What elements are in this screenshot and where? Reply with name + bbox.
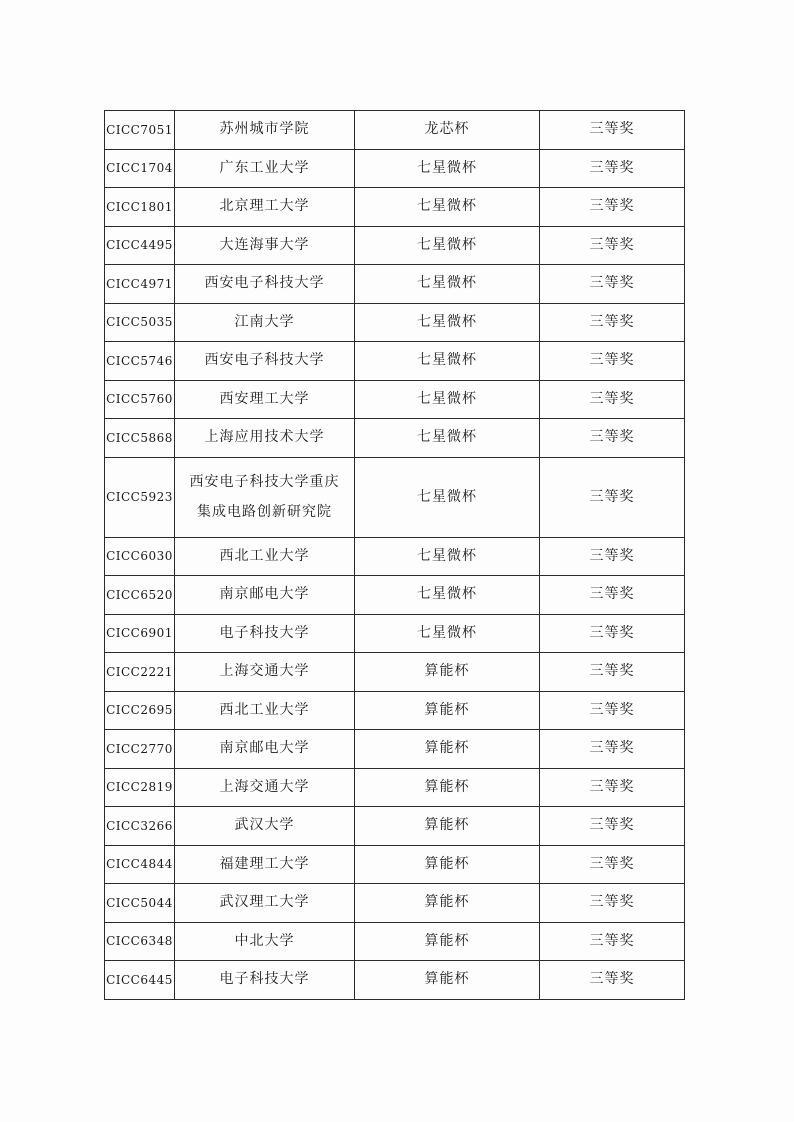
award-level-cell: 三等奖 [540,457,685,537]
table-row [105,576,685,615]
cup-name-cell: 七星微杯 [355,149,540,188]
award-level-cell: 三等奖 [540,303,685,342]
institution-cell: 北京理工大学 [175,188,355,227]
institution-cell: 中北大学 [175,922,355,961]
institution-cell: 西安电子科技大学 [175,265,355,304]
table-row [105,653,685,692]
institution-cell: 南京邮电大学 [175,730,355,769]
team-id-cell: CICC1801 [105,188,175,227]
team-id-cell: CICC5760 [105,380,175,419]
table-row [105,807,685,846]
table-row [105,380,685,419]
cup-name-cell: 算能杯 [355,768,540,807]
cup-name-cell: 七星微杯 [355,265,540,304]
award-level-cell: 三等奖 [540,576,685,615]
award-level-cell: 三等奖 [540,265,685,304]
award-level-cell: 三等奖 [540,653,685,692]
team-id-cell: CICC2770 [105,730,175,769]
cup-name-cell: 七星微杯 [355,576,540,615]
institution-cell: 上海交通大学 [175,768,355,807]
cup-name-cell: 七星微杯 [355,380,540,419]
institution-cell: 西北工业大学 [175,537,355,576]
award-level-cell: 三等奖 [540,419,685,458]
team-id-cell: CICC6030 [105,537,175,576]
cup-name-cell: 算能杯 [355,961,540,1000]
award-level-cell: 三等奖 [540,922,685,961]
institution-cell: 电子科技大学 [175,961,355,1000]
institution-cell: 江南大学 [175,303,355,342]
table-row [105,884,685,923]
team-id-cell: CICC6901 [105,614,175,653]
table-row [105,768,685,807]
team-id-cell: CICC2695 [105,691,175,730]
table-row [105,111,685,150]
table-row [105,961,685,1000]
table-row [105,226,685,265]
award-level-cell: 三等奖 [540,691,685,730]
cup-name-cell: 算能杯 [355,845,540,884]
cup-name-cell: 七星微杯 [355,419,540,458]
cup-name-cell: 算能杯 [355,922,540,961]
cup-name-cell: 算能杯 [355,807,540,846]
institution-cell: 大连海事大学 [175,226,355,265]
institution-cell: 电子科技大学 [175,614,355,653]
cup-name-cell: 七星微杯 [355,188,540,227]
team-id-cell: CICC6445 [105,961,175,1000]
cup-name-cell: 算能杯 [355,884,540,923]
team-id-cell: CICC4971 [105,265,175,304]
table-row [105,457,685,537]
award-level-cell: 三等奖 [540,226,685,265]
award-level-cell: 三等奖 [540,961,685,1000]
team-id-cell: CICC3266 [105,807,175,846]
institution-cell: 福建理工大学 [175,845,355,884]
table-row [105,922,685,961]
award-level-cell: 三等奖 [540,342,685,381]
table-row [105,730,685,769]
award-level-cell: 三等奖 [540,111,685,150]
awards-table-body [105,111,685,1000]
award-level-cell: 三等奖 [540,807,685,846]
cup-name-cell: 算能杯 [355,730,540,769]
team-id-cell: CICC4844 [105,845,175,884]
team-id-cell: CICC2819 [105,768,175,807]
table-row [105,188,685,227]
institution-cell: 苏州城市学院 [175,111,355,150]
award-level-cell: 三等奖 [540,614,685,653]
cup-name-cell: 算能杯 [355,691,540,730]
cup-name-cell: 七星微杯 [355,614,540,653]
institution-cell: 西安电子科技大学 [175,342,355,381]
institution-cell: 广东工业大学 [175,149,355,188]
award-level-cell: 三等奖 [540,380,685,419]
award-level-cell: 三等奖 [540,845,685,884]
team-id-cell: CICC7051 [105,111,175,150]
awards-table [104,110,685,1000]
institution-cell: 西安电子科技大学重庆集成电路创新研究院 [175,457,355,537]
table-row [105,342,685,381]
award-level-cell: 三等奖 [540,149,685,188]
team-id-cell: CICC6348 [105,922,175,961]
cup-name-cell: 七星微杯 [355,537,540,576]
team-id-cell: CICC6520 [105,576,175,615]
institution-cell: 武汉大学 [175,807,355,846]
team-id-cell: CICC1704 [105,149,175,188]
team-id-cell: CICC5868 [105,419,175,458]
team-id-cell: CICC5044 [105,884,175,923]
table-row [105,265,685,304]
cup-name-cell: 七星微杯 [355,342,540,381]
team-id-cell: CICC4495 [105,226,175,265]
table-row [105,845,685,884]
institution-cell: 上海应用技术大学 [175,419,355,458]
cup-name-cell: 七星微杯 [355,457,540,537]
table-row [105,419,685,458]
institution-cell: 西安理工大学 [175,380,355,419]
cup-name-cell: 七星微杯 [355,226,540,265]
institution-cell: 上海交通大学 [175,653,355,692]
cup-name-cell: 算能杯 [355,653,540,692]
award-level-cell: 三等奖 [540,730,685,769]
table-row [105,614,685,653]
table-row [105,691,685,730]
table-row [105,537,685,576]
cup-name-cell: 七星微杯 [355,303,540,342]
award-level-cell: 三等奖 [540,188,685,227]
cup-name-cell: 龙芯杯 [355,111,540,150]
team-id-cell: CICC5035 [105,303,175,342]
table-row [105,303,685,342]
table-row [105,149,685,188]
award-level-cell: 三等奖 [540,768,685,807]
team-id-cell: CICC5746 [105,342,175,381]
institution-cell: 武汉理工大学 [175,884,355,923]
institution-cell: 西北工业大学 [175,691,355,730]
award-level-cell: 三等奖 [540,884,685,923]
award-level-cell: 三等奖 [540,537,685,576]
institution-cell: 南京邮电大学 [175,576,355,615]
team-id-cell: CICC5923 [105,457,175,537]
team-id-cell: CICC2221 [105,653,175,692]
